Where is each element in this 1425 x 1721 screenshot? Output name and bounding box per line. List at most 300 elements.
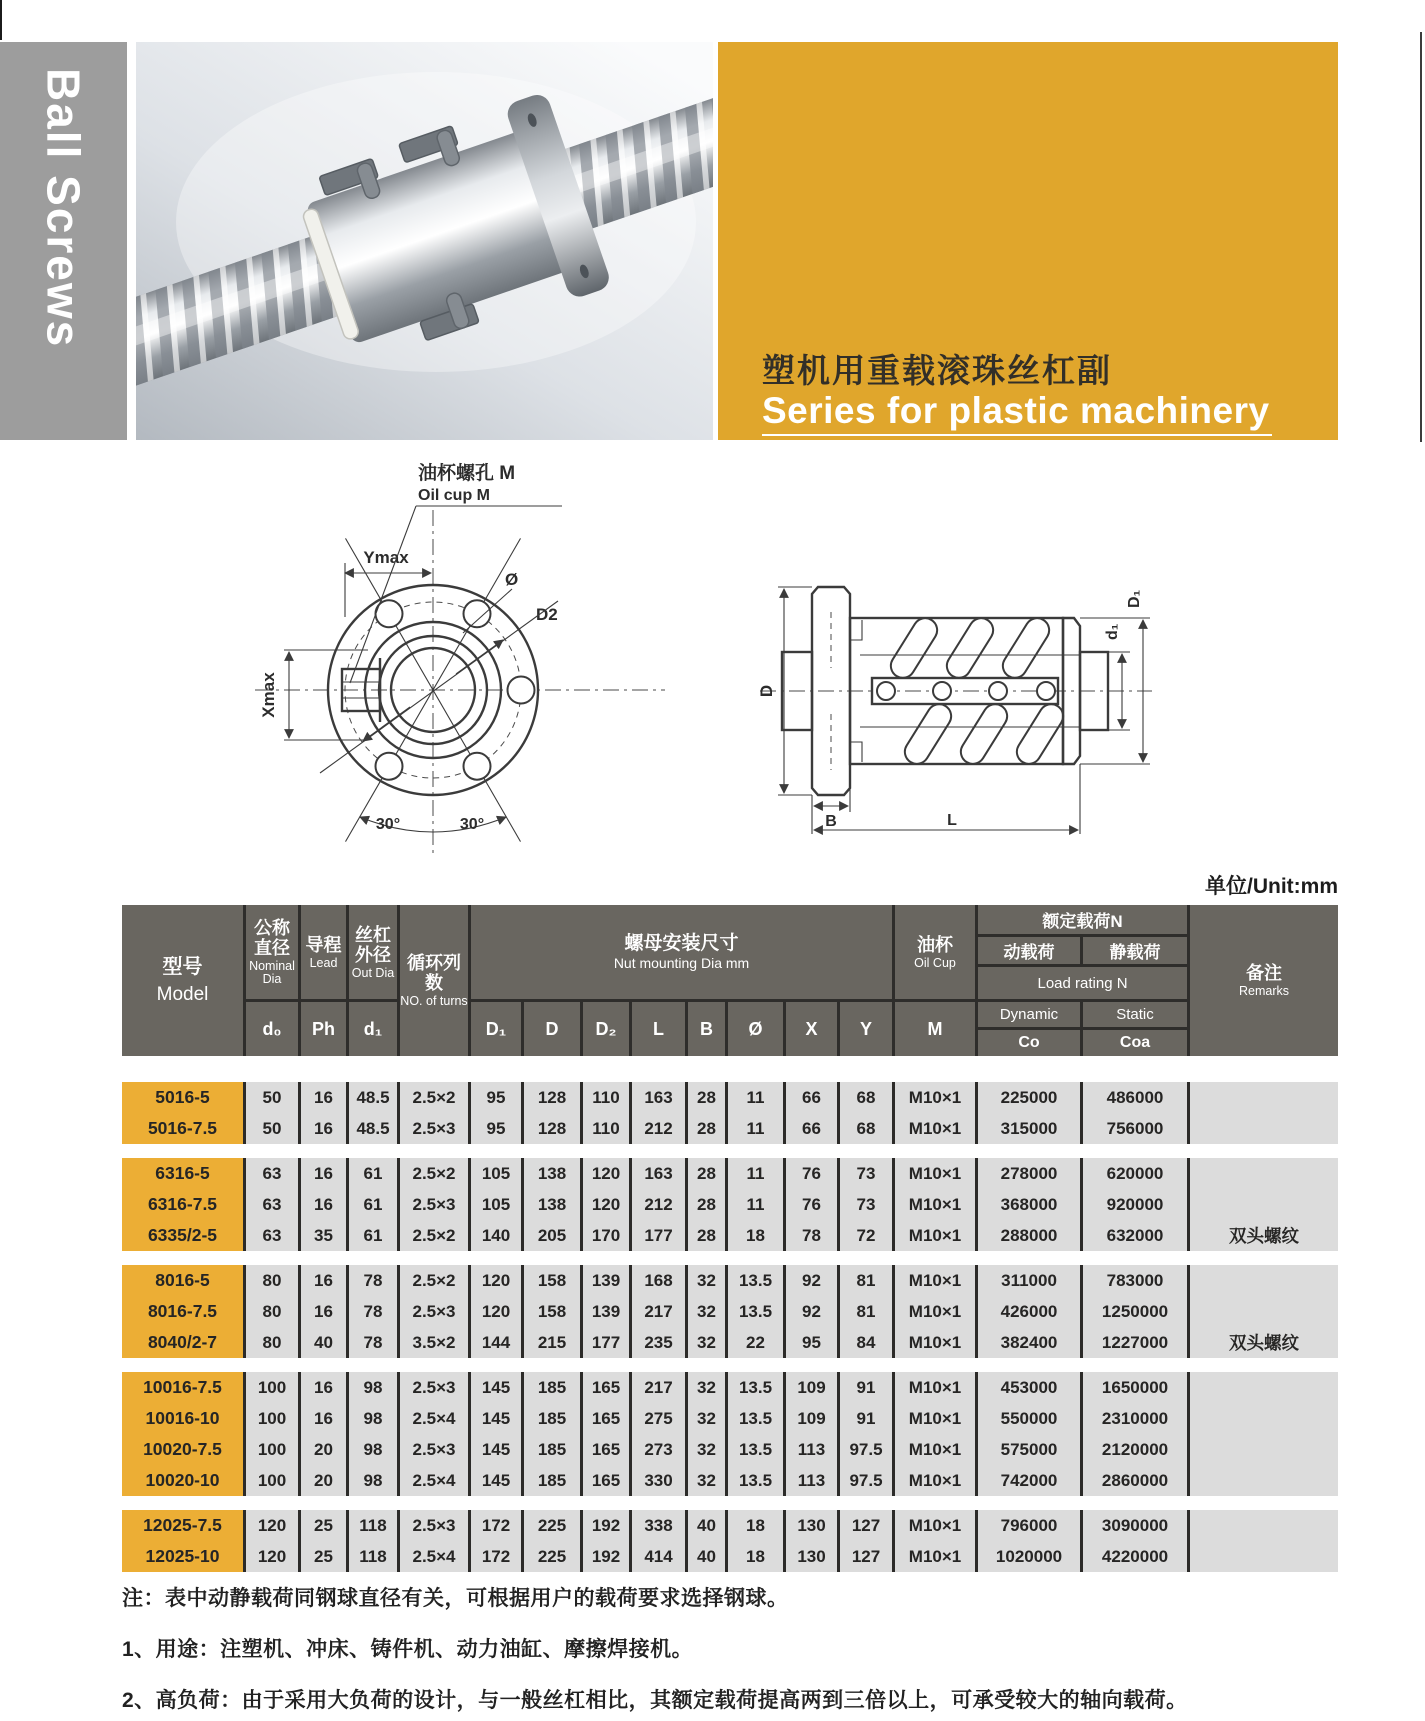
value-cell: 145: [471, 1403, 524, 1434]
header-D2: D₂: [583, 1002, 632, 1056]
series-banner: [718, 42, 1338, 440]
value-cell: 2.5×3: [400, 1510, 471, 1541]
table-row: [122, 1113, 1338, 1144]
value-cell: 105: [471, 1158, 524, 1189]
value-cell: 120: [246, 1510, 301, 1541]
table-row: [122, 1510, 1338, 1541]
value-cell: 2.5×2: [400, 1265, 471, 1296]
value-cell: 11: [728, 1189, 786, 1220]
value-cell: 40: [688, 1541, 728, 1572]
value-cell: 140: [471, 1220, 524, 1251]
value-cell: 28: [688, 1113, 728, 1144]
value-cell: 575000: [978, 1434, 1083, 1465]
value-cell: 177: [583, 1327, 632, 1358]
value-cell: 278000: [978, 1158, 1083, 1189]
value-cell: 288000: [978, 1220, 1083, 1251]
value-cell: 20: [301, 1465, 349, 1496]
remark-cell: [1190, 1372, 1338, 1403]
value-cell: 80: [246, 1327, 301, 1358]
value-cell: 63: [246, 1189, 301, 1220]
model-cell: 10016-7.5: [122, 1372, 246, 1403]
value-cell: 95: [471, 1082, 524, 1113]
value-cell: 98: [349, 1372, 400, 1403]
value-cell: 414: [632, 1541, 688, 1572]
table-row: [122, 1541, 1338, 1572]
nut-side-section-diagram: [690, 500, 1160, 845]
value-cell: 756000: [1083, 1113, 1190, 1144]
corner-tick-mark: [0, 0, 2, 40]
value-cell: 84: [840, 1327, 895, 1358]
value-cell: 2.5×4: [400, 1403, 471, 1434]
value-cell: 11: [728, 1158, 786, 1189]
value-cell: 185: [524, 1465, 583, 1496]
value-cell: 16: [301, 1113, 349, 1144]
value-cell: 1020000: [978, 1541, 1083, 1572]
value-cell: 165: [583, 1434, 632, 1465]
value-cell: 168: [632, 1265, 688, 1296]
value-cell: 80: [246, 1296, 301, 1327]
header-M: M: [895, 1002, 978, 1056]
note-line: 2、高负荷：由于采用大负荷的设计，与一般丝杠相比，其额定载荷提高两到三倍以上，可承受较大的轴向载荷。: [122, 1689, 1188, 1712]
value-cell: 453000: [978, 1372, 1083, 1403]
value-cell: 139: [583, 1296, 632, 1327]
value-cell: 205: [524, 1220, 583, 1251]
right-edge-rule: [1420, 32, 1422, 442]
series-title-zh: 塑机用重载滚珠丝杠副: [762, 352, 1112, 389]
value-cell: 273: [632, 1434, 688, 1465]
value-cell: 92: [786, 1265, 840, 1296]
table-row: [122, 1434, 1338, 1465]
model-cell: 6316-5: [122, 1158, 246, 1189]
model-cell: 10016-10: [122, 1403, 246, 1434]
flange-front-view-diagram: [160, 455, 700, 855]
value-cell: 20: [301, 1434, 349, 1465]
table-row: [122, 1327, 1338, 1358]
value-cell: 100: [246, 1465, 301, 1496]
value-cell: 2.5×2: [400, 1082, 471, 1113]
side-dim-b: B: [825, 813, 837, 830]
value-cell: 163: [632, 1158, 688, 1189]
value-cell: 4220000: [1083, 1541, 1190, 1572]
value-cell: 40: [301, 1327, 349, 1358]
footer-notes: [122, 1582, 1302, 1721]
model-cell: 8016-5: [122, 1265, 246, 1296]
value-cell: 13.5: [728, 1296, 786, 1327]
table-header: [122, 905, 1338, 1056]
value-cell: 76: [786, 1189, 840, 1220]
header-static-en: Static: [1083, 1002, 1190, 1030]
remark-cell: [1190, 1434, 1338, 1465]
value-cell: 139: [583, 1265, 632, 1296]
value-cell: 742000: [978, 1465, 1083, 1496]
model-cell: 12025-10: [122, 1541, 246, 1572]
header-remarks: 备注 Remarks: [1190, 905, 1338, 1056]
value-cell: 109: [786, 1403, 840, 1434]
value-cell: 128: [524, 1082, 583, 1113]
remark-cell: 双头螺纹: [1190, 1327, 1338, 1358]
value-cell: 138: [524, 1158, 583, 1189]
value-cell: 212: [632, 1113, 688, 1144]
header-static-zh: 静载荷: [1083, 937, 1190, 967]
value-cell: 16: [301, 1158, 349, 1189]
model-cell: 6316-7.5: [122, 1189, 246, 1220]
value-cell: 185: [524, 1372, 583, 1403]
value-cell: 16: [301, 1296, 349, 1327]
value-cell: 68: [840, 1082, 895, 1113]
value-cell: 50: [246, 1113, 301, 1144]
value-cell: 120: [471, 1296, 524, 1327]
value-cell: M10×1: [895, 1082, 978, 1113]
value-cell: M10×1: [895, 1465, 978, 1496]
value-cell: 13.5: [728, 1434, 786, 1465]
header-turns: 循环列数 NO. of turns: [400, 905, 471, 1056]
value-cell: 22: [728, 1327, 786, 1358]
group-gap: [122, 1144, 1338, 1158]
value-cell: 368000: [978, 1189, 1083, 1220]
value-cell: M10×1: [895, 1158, 978, 1189]
value-cell: 144: [471, 1327, 524, 1358]
value-cell: 18: [728, 1220, 786, 1251]
value-cell: 2310000: [1083, 1403, 1190, 1434]
value-cell: 32: [688, 1465, 728, 1496]
banner-underline: [762, 434, 1272, 436]
value-cell: 92: [786, 1296, 840, 1327]
value-cell: 16: [301, 1403, 349, 1434]
value-cell: 48.5: [349, 1113, 400, 1144]
remark-cell: [1190, 1189, 1338, 1220]
value-cell: 225000: [978, 1082, 1083, 1113]
series-title-en: Series for plastic machinery: [762, 390, 1270, 431]
value-cell: 118: [349, 1510, 400, 1541]
value-cell: 145: [471, 1465, 524, 1496]
table-row: [122, 1296, 1338, 1327]
value-cell: 382400: [978, 1327, 1083, 1358]
value-cell: 192: [583, 1541, 632, 1572]
value-cell: 28: [688, 1220, 728, 1251]
table-row: [122, 1158, 1338, 1189]
header-d1: d₁: [349, 1002, 400, 1056]
model-cell: 8016-7.5: [122, 1296, 246, 1327]
value-cell: 235: [632, 1327, 688, 1358]
value-cell: 128: [524, 1113, 583, 1144]
value-cell: 91: [840, 1372, 895, 1403]
header-model: 型号 Model: [122, 905, 246, 1056]
value-cell: 66: [786, 1082, 840, 1113]
value-cell: 120: [471, 1265, 524, 1296]
table-row: [122, 1220, 1338, 1251]
unit-label: 单位/Unit:mm: [1205, 875, 1338, 898]
value-cell: 185: [524, 1434, 583, 1465]
header-oil-cup: 油杯 Oil Cup: [895, 905, 978, 1002]
value-cell: 73: [840, 1189, 895, 1220]
remark-cell: [1190, 1265, 1338, 1296]
value-cell: 118: [349, 1541, 400, 1572]
value-cell: 11: [728, 1082, 786, 1113]
value-cell: 2.5×4: [400, 1465, 471, 1496]
value-cell: 98: [349, 1403, 400, 1434]
table-row: [122, 1082, 1338, 1113]
value-cell: 217: [632, 1372, 688, 1403]
model-cell: 5016-5: [122, 1082, 246, 1113]
group-gap: [122, 1358, 1338, 1372]
value-cell: 783000: [1083, 1265, 1190, 1296]
value-cell: M10×1: [895, 1189, 978, 1220]
front-dim-xmax: Xmax: [259, 672, 278, 718]
value-cell: 32: [688, 1403, 728, 1434]
front-label-oilcup-zh: 油杯螺孔 M: [418, 463, 516, 484]
value-cell: 2.5×2: [400, 1158, 471, 1189]
front-label-d2: D2: [536, 605, 558, 624]
value-cell: 145: [471, 1372, 524, 1403]
value-cell: 95: [786, 1327, 840, 1358]
value-cell: 81: [840, 1296, 895, 1327]
remark-cell: [1190, 1082, 1338, 1113]
remark-cell: [1190, 1403, 1338, 1434]
value-cell: 185: [524, 1403, 583, 1434]
value-cell: 620000: [1083, 1158, 1190, 1189]
value-cell: 3.5×2: [400, 1327, 471, 1358]
value-cell: 100: [246, 1372, 301, 1403]
remark-cell: [1190, 1158, 1338, 1189]
value-cell: 16: [301, 1189, 349, 1220]
value-cell: 120: [246, 1541, 301, 1572]
side-dim-l: L: [947, 812, 957, 829]
side-dim-d: D: [757, 684, 776, 698]
value-cell: 113: [786, 1434, 840, 1465]
value-cell: 28: [688, 1158, 728, 1189]
ball-screw-photo-illustration: [136, 42, 713, 440]
value-cell: 2.5×4: [400, 1541, 471, 1572]
header-coa: Coa: [1083, 1030, 1190, 1056]
value-cell: 66: [786, 1113, 840, 1144]
value-cell: 2.5×3: [400, 1296, 471, 1327]
value-cell: 18: [728, 1510, 786, 1541]
model-cell: 8040/2-7: [122, 1327, 246, 1358]
value-cell: 32: [688, 1296, 728, 1327]
header-load-rating-en: Load rating N: [978, 967, 1190, 1002]
group-gap: [122, 1056, 1338, 1082]
value-cell: 97.5: [840, 1465, 895, 1496]
value-cell: 120: [583, 1189, 632, 1220]
header-out-dia: 丝杠外径 Out Dia: [349, 905, 400, 1002]
header-nominal-dia: 公称直径 Nominal Dia: [246, 905, 301, 1002]
value-cell: 50: [246, 1082, 301, 1113]
value-cell: 76: [786, 1158, 840, 1189]
value-cell: 95: [471, 1113, 524, 1144]
value-cell: 330: [632, 1465, 688, 1496]
value-cell: 165: [583, 1372, 632, 1403]
model-cell: 6335/2-5: [122, 1220, 246, 1251]
header-Y: Y: [840, 1002, 895, 1056]
value-cell: 78: [349, 1265, 400, 1296]
remark-cell: [1190, 1541, 1338, 1572]
value-cell: 68: [840, 1113, 895, 1144]
value-cell: 170: [583, 1220, 632, 1251]
value-cell: 25: [301, 1510, 349, 1541]
value-cell: 1227000: [1083, 1327, 1190, 1358]
value-cell: 100: [246, 1403, 301, 1434]
value-cell: 158: [524, 1296, 583, 1327]
value-cell: 2.5×2: [400, 1220, 471, 1251]
value-cell: 127: [840, 1510, 895, 1541]
value-cell: 275: [632, 1403, 688, 1434]
product-photo: [136, 42, 713, 440]
value-cell: 796000: [978, 1510, 1083, 1541]
value-cell: 127: [840, 1541, 895, 1572]
front-label-oilcup-en: Oil cup M: [418, 487, 490, 504]
value-cell: 13.5: [728, 1372, 786, 1403]
value-cell: 97.5: [840, 1434, 895, 1465]
model-cell: 10020-7.5: [122, 1434, 246, 1465]
header-d0: d₀: [246, 1002, 301, 1056]
value-cell: M10×1: [895, 1113, 978, 1144]
group-gap: [122, 1496, 1338, 1510]
value-cell: M10×1: [895, 1541, 978, 1572]
note-line: 注：表中动静载荷同钢球直径有关，可根据用户的载荷要求选择钢球。: [122, 1587, 789, 1610]
value-cell: 35: [301, 1220, 349, 1251]
value-cell: 32: [688, 1434, 728, 1465]
header-dia-symbol: Ø: [728, 1002, 786, 1056]
header-nut-mounting: 螺母安装尺寸 Nut mounting Dia mm: [471, 905, 895, 1002]
value-cell: 13.5: [728, 1403, 786, 1434]
value-cell: 100: [246, 1434, 301, 1465]
value-cell: 217: [632, 1296, 688, 1327]
value-cell: 16: [301, 1265, 349, 1296]
value-cell: 25: [301, 1541, 349, 1572]
sidebar-ball-screws: [0, 42, 127, 440]
value-cell: 11: [728, 1113, 786, 1144]
value-cell: 632000: [1083, 1220, 1190, 1251]
value-cell: 28: [688, 1189, 728, 1220]
value-cell: 18: [728, 1541, 786, 1572]
table-row: [122, 1265, 1338, 1296]
header-B: B: [688, 1002, 728, 1056]
header-load-rating-zh: 额定载荷N: [978, 905, 1190, 937]
header-co: Co: [978, 1030, 1083, 1056]
value-cell: M10×1: [895, 1296, 978, 1327]
value-cell: 138: [524, 1189, 583, 1220]
value-cell: 2.5×3: [400, 1372, 471, 1403]
value-cell: 486000: [1083, 1082, 1190, 1113]
model-cell: 12025-7.5: [122, 1510, 246, 1541]
side-dim-d1-small: d₁: [1104, 623, 1121, 640]
value-cell: 426000: [978, 1296, 1083, 1327]
remark-cell: [1190, 1465, 1338, 1496]
table-body: [122, 1056, 1338, 1572]
value-cell: 2.5×3: [400, 1434, 471, 1465]
remark-cell: [1190, 1113, 1338, 1144]
value-cell: 81: [840, 1265, 895, 1296]
value-cell: 105: [471, 1189, 524, 1220]
value-cell: M10×1: [895, 1327, 978, 1358]
value-cell: 80: [246, 1265, 301, 1296]
model-cell: 10020-10: [122, 1465, 246, 1496]
value-cell: 315000: [978, 1113, 1083, 1144]
value-cell: 550000: [978, 1403, 1083, 1434]
header-ph: Ph: [301, 1002, 349, 1056]
header-D: D: [524, 1002, 583, 1056]
value-cell: 13.5: [728, 1265, 786, 1296]
value-cell: 2120000: [1083, 1434, 1190, 1465]
value-cell: M10×1: [895, 1265, 978, 1296]
value-cell: 32: [688, 1327, 728, 1358]
group-gap: [122, 1251, 1338, 1265]
value-cell: 212: [632, 1189, 688, 1220]
value-cell: 225: [524, 1510, 583, 1541]
value-cell: M10×1: [895, 1434, 978, 1465]
value-cell: 177: [632, 1220, 688, 1251]
value-cell: 98: [349, 1434, 400, 1465]
value-cell: 110: [583, 1113, 632, 1144]
table-row: [122, 1189, 1338, 1220]
value-cell: 920000: [1083, 1189, 1190, 1220]
value-cell: 172: [471, 1541, 524, 1572]
value-cell: M10×1: [895, 1510, 978, 1541]
value-cell: 61: [349, 1220, 400, 1251]
value-cell: 165: [583, 1465, 632, 1496]
spec-table-grid: [122, 905, 1338, 1572]
value-cell: 172: [471, 1510, 524, 1541]
value-cell: 2.5×3: [400, 1189, 471, 1220]
value-cell: 78: [349, 1296, 400, 1327]
value-cell: 225: [524, 1541, 583, 1572]
remark-cell: [1190, 1296, 1338, 1327]
value-cell: M10×1: [895, 1403, 978, 1434]
header-D1: D₁: [471, 1002, 524, 1056]
spec-table: [122, 905, 1338, 1572]
value-cell: 163: [632, 1082, 688, 1113]
value-cell: 78: [786, 1220, 840, 1251]
value-cell: 165: [583, 1403, 632, 1434]
header-X: X: [786, 1002, 840, 1056]
value-cell: 1250000: [1083, 1296, 1190, 1327]
model-cell: 5016-7.5: [122, 1113, 246, 1144]
value-cell: 130: [786, 1510, 840, 1541]
value-cell: 91: [840, 1403, 895, 1434]
sidebar-title: Ball Screws: [37, 68, 90, 349]
value-cell: 28: [688, 1082, 728, 1113]
value-cell: 110: [583, 1082, 632, 1113]
value-cell: 72: [840, 1220, 895, 1251]
value-cell: 113: [786, 1465, 840, 1496]
value-cell: 63: [246, 1158, 301, 1189]
front-dim-ymax: Ymax: [363, 548, 409, 567]
value-cell: 109: [786, 1372, 840, 1403]
remark-cell: [1190, 1510, 1338, 1541]
value-cell: 16: [301, 1372, 349, 1403]
front-angle-right: 30°: [459, 816, 485, 833]
value-cell: 311000: [978, 1265, 1083, 1296]
note-line: 1、用途：注塑机、冲床、铸件机、动力油缸、摩擦焊接机。: [122, 1638, 694, 1661]
value-cell: 61: [349, 1189, 400, 1220]
value-cell: 1650000: [1083, 1372, 1190, 1403]
value-cell: 158: [524, 1265, 583, 1296]
value-cell: 32: [688, 1372, 728, 1403]
table-row: [122, 1372, 1338, 1403]
value-cell: 63: [246, 1220, 301, 1251]
value-cell: 2860000: [1083, 1465, 1190, 1496]
table-row: [122, 1403, 1338, 1434]
value-cell: 2.5×3: [400, 1113, 471, 1144]
remark-cell: 双头螺纹: [1190, 1220, 1338, 1251]
side-dim-d1-big: D₁: [1126, 589, 1143, 608]
value-cell: M10×1: [895, 1372, 978, 1403]
value-cell: 120: [583, 1158, 632, 1189]
value-cell: 61: [349, 1158, 400, 1189]
header-L: L: [632, 1002, 688, 1056]
value-cell: 78: [349, 1327, 400, 1358]
header-dynamic-zh: 动载荷: [978, 937, 1083, 967]
